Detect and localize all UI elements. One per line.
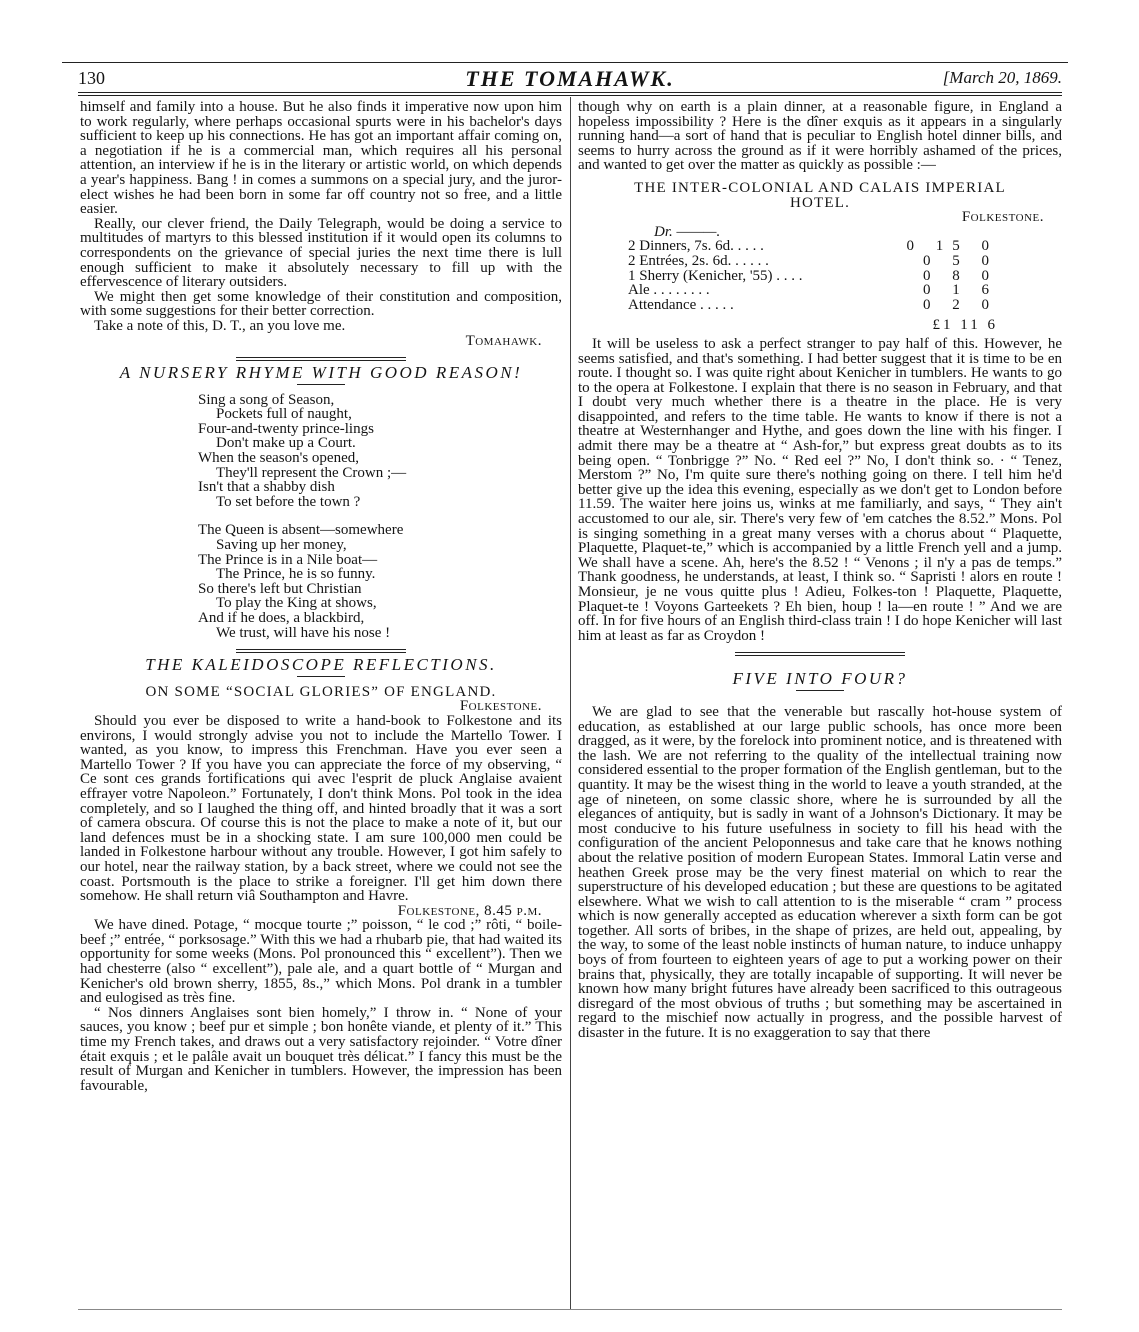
paragraph: himself and family into a house. But he also finds it imperative now upon him to work regularly, where perhaps occasional spurts were in his bachelor's days sufficient to keep up his connections. He has got an important affair coming on, a negotiation if he is a commercial man, which requires all his personal attention, an interview if he is in the literary or artistic world, on which depends a year's happiness. Bang ! in comes a summons on a special jury, and the juror-elect wishes he had been born in some far off country not so free, and a little easier. [80,99,562,218]
short-rule [297,384,345,385]
verse-line: The Prince is in a Nile boat— [198,551,378,568]
bill-amount: 0 1 6 [923,282,998,299]
bill-item: 1 Sherry (Kenicher, '55) . . . . [628,267,803,284]
page-number: 130 [78,68,105,88]
paragraph: We are glad to see that the venerable but rascally hot-house system of education, as established at our large public schools, has once more been dragged, as it were, by the forelock into prominent notice, and is threatened with the lash. We are not referring to the quality of the intellectual training now considered essential to the proper formation of the English gentleman, but to the quantity. It may be the wisest thing in the world to leave a youth stranded, at the age of nineteen, on some classic shore, where he is surrounded by all the elegances of antiquity, but is sadly in want of a Johnson's Dictionary. It may be most conducive to his future usefulness in society to fill his head with the configuration of the ancient Peloponnesus and take care that he knows nothing about the relative position of modern European States. Immoral Latin verse and heathen Greek prose may be the very finest material on which to rear the superstructure of his developed education ; but these are questions to be agitated elsewhere. What we wish to call attention to is the miserable “ cram ” process which is now generally accepted as education wherever a sixth form can be got together. All sorts of bribes, in the shape of prizes, are held out, appealing, by the way, to some of the least noble instincts of human nature, to induce unhappy boys of from fourteen to eighteen years of age to put a working power on their brains that, physically, they are totally incapable of supporting. It will never be known how many bright futures have already been sacrificed to this outrageous disregard of the most obvious of truths ; but something may be ascertained in regard to the mischief now actually in progress, and the possible harvest of disaster in the future. It is no exaggeration to say that there [578,703,1063,1042]
verse-line: Sing a song of Season, [198,391,335,408]
signature: Tomahawk. [465,332,542,349]
dateline: Folkestone, 8.45 p.m. [397,902,542,919]
verse-line: Four-and-twenty prince-lings [198,420,374,437]
article-subtitle: ON SOME “SOCIAL GLORIES” OF ENGLAND. [145,683,497,700]
article-title: THE KALEIDOSCOPE REFLECTIONS. [145,655,497,675]
article-title: FIVE INTO FOUR? [732,669,908,689]
verse-line: When the season's opened, [198,450,359,467]
verse-line: Saving up her money, [216,537,347,554]
bill-row [628,239,998,254]
header-rule-second [78,95,1062,96]
header-rule [78,92,1062,93]
verse-line: The Prince, he is so funny. [216,566,376,583]
hotel-bill [628,225,998,333]
section-rule [236,649,406,653]
right-column [578,100,1062,1041]
page-header [78,66,1062,92]
top-rule [62,62,1068,63]
section-rule [735,652,905,656]
bill-amount: 0 8 0 [923,267,998,284]
verse-line: We trust, will have his nose ! [216,624,391,641]
bill-amount: 0 15 0 [906,238,998,255]
bill-amount: 0 5 0 [923,252,998,269]
verse-line: They'll represent the Crown ;— [216,464,407,481]
verse-line: And if he does, a blackbird, [198,610,365,626]
bill-row [628,254,998,269]
verse-line: Don't make up a Court. [216,435,356,452]
paragraph: Take a note of this, D. T., an you love me. [94,317,346,334]
bill-row [628,269,998,284]
bill-row [628,298,998,313]
verse-line: Pockets full of naught, [216,406,352,423]
paragraph: “ Nos dinners Anglaises sont bien homely,” I throw in. “ None of your sauces, you know ; beef pur et simple ; bon honête viande, et plenty of it.” This time my French takes, and draws out a very satisfactory rejoinder. “ Votre dîner était exquis ; et le palâle avait un bouquet très délicat.” I fancy this must be the result of Murgan and Kenicher in tumblers. However, the impression has been favourable, [80,1004,562,1094]
bill-item: Ale . . . . . . . . [628,282,710,299]
verse-line: To set before the town ? [216,493,361,510]
section-rule [236,357,406,361]
column-divider [570,97,571,1309]
issue-date: [March 20, 1869. [942,68,1062,87]
verse-line: The Queen is absent—somewhere [198,522,404,539]
verse-line: Isn't that a shabby dish [198,479,335,496]
left-column [80,100,562,1093]
bottom-rule [78,1309,1062,1310]
bill-heading: HOTEL. [789,194,851,211]
verse [198,393,562,641]
dateline: Folkestone. [459,698,542,715]
verse-line: So there's left but Christian [198,580,362,597]
bill-debtor: Dr. ———. [654,223,721,240]
short-rule [796,690,844,691]
short-rule [297,676,345,677]
paragraph: It will be useless to ask a perfect stranger to pay half of this. However, he seems satisfied, and that's something. I had better suggest that it is time to be en route. I thought so. I was quite right about Kenicher in tumblers. He wants to go to the opera at Folkestone. I explain that there is no season in February, and that I doubt very much whether there is a theatre in the place. He is very disappointed, and refers to the time table. He wants to know if there is not a theatre at Westernhanger and Hythe, and goes down the line with his finger. I admit there may be a theatre at “ Ash-for,” but express great doubts as to its being open. “ Tonbrigge ?” No. “ Red eel ?” No, I don't think so. · “ Tenez, Merstom ?” No, I'm quite sure there's nothing going on there. I tell him he'd better give up the idea this evening, especially as we don't get to London before 11.59. The waiter here joins us, winks at me familiarly, and says, “ They ain't accustomed to our ale, sir. There's very few of 'em catches the 8.52.” Mons. Pol is singing something in a great many verses with a chorus about “ Plaquette, Plaquette, Plaquet-te,” which is accompanied by a little French yell and a jump. We shall have a scene. Ah, here's the 8.52 ! “ Venons ; il n'y a pas de temps.” Thank goodness, he understands, at least, I think so. “ Sapristi ! alors en route ! Monsieur, je ne vous quitte plus ! Adieu, Folkes-ton ! Plaquette, Plaquette, Plaquet-te ! Voyons Garteekets ? Eh bien, houp ! la—en route ! ” And we are off. In for five hours of an English third-class train ! I do hope Kenicher will last him at least as far as Croydon ! [578,335,1062,644]
verse-line: To play the King at shows, [216,595,377,612]
bill-item: Attendance . . . . . [628,296,734,313]
bill-item: 2 Entrées, 2s. 6d. . . . . . [628,252,769,269]
bill-place: Folkestone. [961,209,1044,226]
paragraph: though why on earth is a plain dinner, at a reasonable figure, in England a hopeless impossibility ? Here is the dîner exquis as it appears in a singularly running hand—a sort of hand that is peculiar to English hotel dinner bills, and seems to hurry across the ground as if it were horribly ashamed of the prices, and wanted to get over the matter as quickly as possible :— [578,99,1062,174]
bill-amount: 0 2 0 [923,296,998,313]
paragraph: We have dined. Potage, “ mocque tourte ;” poisson, “ le cod ;” rôti, “ boile-beef ;” entrée, “ porksosage.” With this we had a rhubarb pie, that had waited its opportunity for some weeks (Mons. Pol pronounced this “ excellent”). Then we had chesterre (also “ excellent”), pale ale, and a quart bottle of “ Murgan and Kenicher's old brown sherry, 1855, 8s.,” which Mons. Pol drank in a tumbler and eulogised as très fine. [80,917,562,1007]
bill-heading: THE INTER-COLONIAL AND CALAIS IMPERIAL [634,179,1006,196]
paragraph: Really, our clever friend, the Daily Telegraph, would be doing a service to multitudes of martyrs to this blessed institution if it would open its columns to correspondents on the grievance of special juries the next time there is lull enough sufficient to make it absolutely necessary to fill up with the effervescence of literary outsiders. [80,215,562,291]
paragraph: We might then get some knowledge of their constitution and composition, with some suggestions for their better correction. [80,288,562,320]
bill-item: 2 Dinners, 7s. 6d. . . . . [628,238,764,255]
article-title: A NURSERY RHYME WITH GOOD REASON! [119,363,523,383]
paragraph: Should you ever be disposed to write a hand-book to Folkestone and its environs, I would strongly advise you not to include the Martello Tower. I wanted, as you know, to impress this Frenchman. Have you ever seen a Martello Tower ? If you have you can appreciate the force of my observing, “ Ce sont ces grands fortifications qui avec l'esprit de pluck Anglaise avaient effrayer votre Napoleon.” Fortunately, I don't think Mons. Pol took in the idea completely, and so I laughed the thing off, and hinted broadly that it was a sort of camera obscura. Of course this is not the place to make a note of it, but our land defences must be in a shocking state. I am sure 100,000 men could be landed in Folkestone harbour without any trouble. However, I got him safely to our hotel, near the railway station, by a back street, where we could not see the coast. Portsmouth is the place to strike a foreigner. I'll get him down there somehow. He shall return viâ Southampton and Havre. [80,712,562,905]
bill-total: £1 11 6 [932,317,998,334]
bill-row [628,283,998,298]
masthead-title: THE TOMAHAWK. [465,66,675,91]
